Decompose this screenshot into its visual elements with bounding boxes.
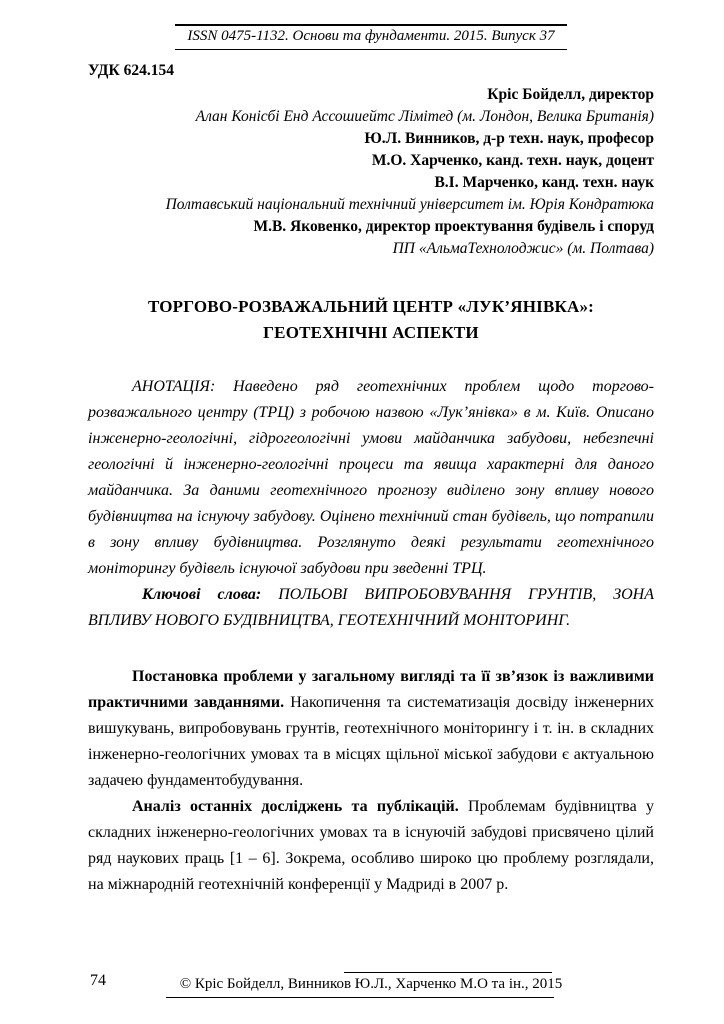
abstract-section bbox=[88, 374, 654, 634]
paragraph-problem-statement bbox=[88, 664, 654, 794]
abstract-paragraph bbox=[88, 374, 654, 582]
paper-title-line2: ГЕОТЕХНІЧНІ АСПЕКТИ bbox=[263, 323, 479, 342]
author-affiliation: Полтавський національний технічний університет ім. Юрія Кондратюка bbox=[165, 196, 654, 213]
footer-separator-long bbox=[166, 997, 554, 998]
abstract-text: Наведено ряд геотехнічних проблем щодо торгово-розважального центру (ТРЦ) з робочою назвою «Лук’янівка» в м. Київ. Описано інженерно-геологічні, гідрогеологічні умови майданчика забудови, небезпечні геологічні й інженерно-геологічні процеси та явища характерні для даного майданчика. За даними геотехнічного прогнозу виділено зону впливу нового будівництва на існуючу забудову. Оцінено технічний стан будівель, що потрапили в зону впливу будівництва. Розглянуто деякі результати геотехнічного моніторингу будівель існуючої забудови при зведенні ТРЦ. bbox=[88, 378, 654, 577]
paragraph-text: Проблемам будівництва у складних інженерно-геологічних умовах та в існуючій забудові присвячено цілий ряд наукових праць [1 – 6]. Зокрема, особливо широко цю проблему розглядали, на міжнародній геотехнічній конференції у Мадриді в 2007 р. bbox=[88, 798, 654, 893]
keywords-text: ПОЛЬОВІ ВИПРОБОВУВАННЯ ГРУНТІВ, ЗОНА ВПЛИВУ НОВОГО БУДІВНИЦТВА, ГЕОТЕХНІЧНИЙ МОНІТОРИНГ. bbox=[88, 586, 655, 629]
paragraph-lead: Постановка проблеми у загальному вигляді та її зв’язок із важливими практичними завданнями. bbox=[88, 668, 654, 711]
author-name: В.І. Марченко, канд. техн. наук bbox=[434, 174, 654, 191]
journal-header-text: ISSN 0475-1132. Основи та фундаменти. 2015. Випуск 37 bbox=[187, 28, 555, 44]
author-name: М.О. Харченко, канд. техн. наук, доцент bbox=[371, 152, 654, 169]
page-footer bbox=[88, 972, 654, 998]
keywords-paragraph bbox=[88, 582, 654, 634]
abstract-label: АНОТАЦІЯ: bbox=[132, 378, 216, 395]
author-name: Ю.Л. Винников, д-р техн. наук, професор bbox=[364, 130, 654, 147]
keywords-label: Ключові слова: bbox=[142, 586, 262, 603]
body-text bbox=[88, 664, 654, 898]
author-affiliation: Алан Конісбі Енд Ассошиейтс Лімітед (м. Лондон, Велика Британія) bbox=[195, 108, 654, 125]
paragraph-analysis bbox=[88, 794, 654, 898]
journal-header bbox=[175, 24, 567, 50]
paragraph-text: Накопичення та систематизація досвіду інженерних вишукувань, випробовувань грунтів, геотехнічного моніторингу і т. ін. в складних інженерно-геологічних умовах та в місцях щільної міської забудови є актуальною задачею фундаментобудування. bbox=[88, 694, 654, 789]
paper-title bbox=[88, 294, 654, 346]
paragraph-lead: Аналіз останніх досліджень та публікацій. bbox=[132, 798, 459, 815]
author-name: М.В. Яковенко, директор проектування будівель і споруд bbox=[253, 218, 654, 235]
copyright-line: © Кріс Бойделл, Винников Ю.Л., Харченко М.О та ін., 2015 bbox=[179, 976, 563, 992]
page-number: 74 bbox=[90, 972, 106, 989]
paper-title-line1: ТОРГОВО-РОЗВАЖАЛЬНИЙ ЦЕНТР «ЛУК’ЯНІВКА»: bbox=[147, 297, 595, 316]
authors-block bbox=[88, 84, 654, 260]
udk-code: УДК 624.154 bbox=[88, 62, 174, 79]
author-affiliation: ПП «АльмаТехнолоджис» (м. Полтава) bbox=[392, 240, 654, 257]
author-name: Кріс Бойделл, директор bbox=[487, 86, 654, 103]
